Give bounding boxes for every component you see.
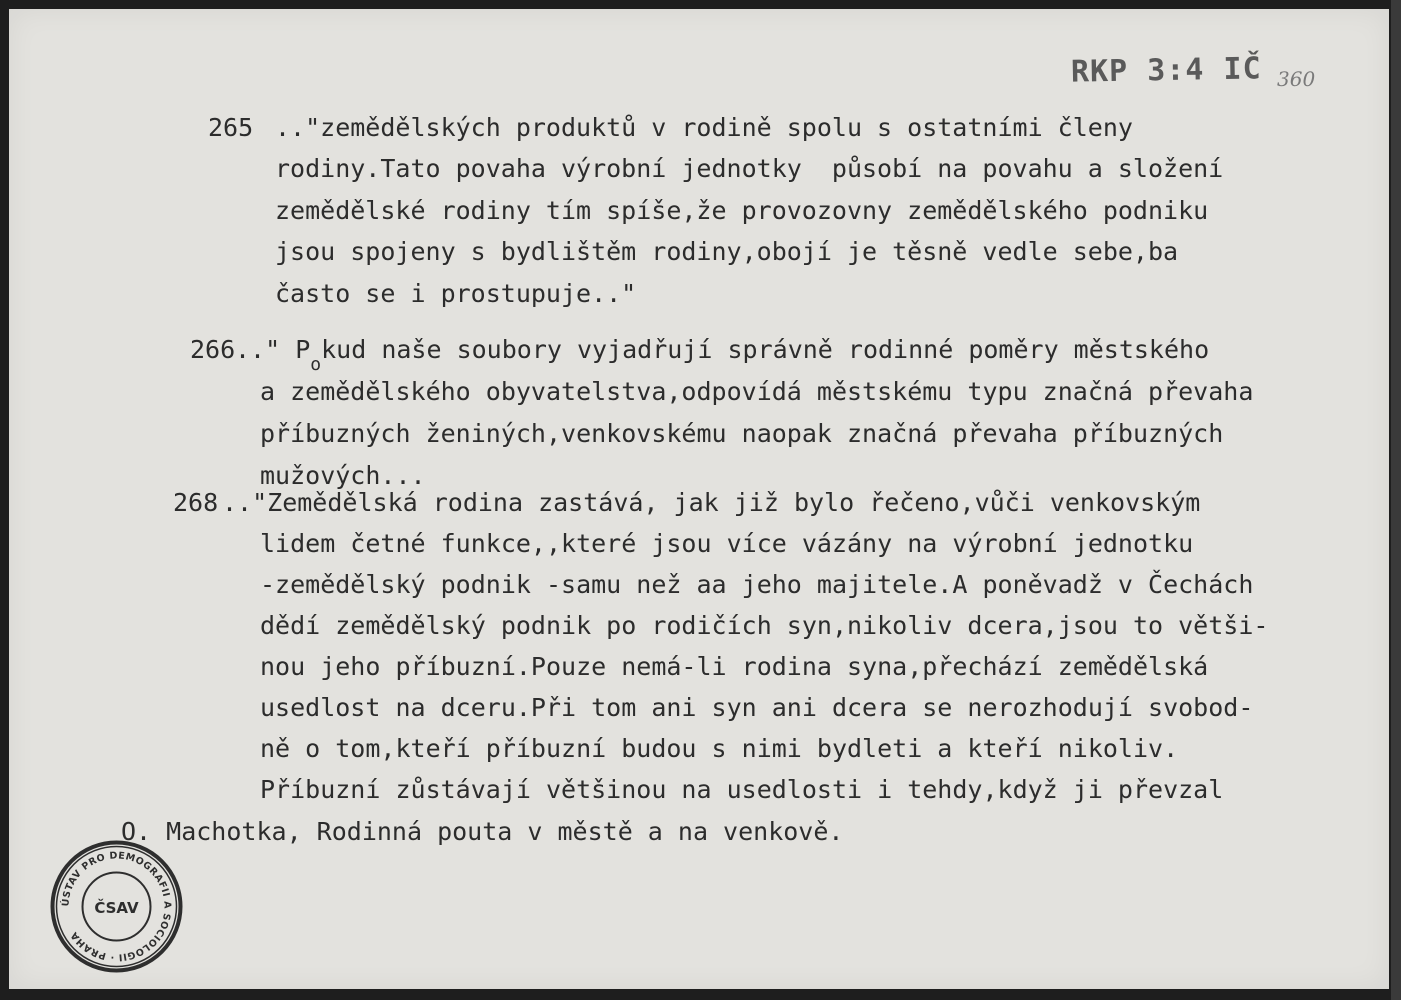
seal-ring-text: ÚSTAV PRO DEMOGRAFII A SOCIOLOGII · PRAHA	[60, 850, 173, 963]
entry-line: .."zemědělských produktů v rodině spolu s ostatními členy	[275, 113, 1133, 142]
entry-line: rodiny.Tato povaha výrobní jednotky působí na povahu a složení	[275, 154, 1224, 183]
entry-line: usedlost na dceru.Při tom ani syn ani dcera se nerozhodují svobod-	[260, 693, 1254, 722]
entry-line: dědí zemědělský podnik po rodičích syn,nikoliv dcera,jsou to větši-	[260, 611, 1269, 640]
entry-line: ně o tom,kteří příbuzní budou s nimi bydleti a kteří nikoliv.	[260, 734, 1179, 763]
entry-number: 268	[173, 488, 219, 517]
entry-line: a zemědělského obyvatelstva,odpovídá městskému typu značná převaha	[260, 377, 1254, 406]
entry-line: .."Zemědělská rodina zastává, jak již bylo řečeno,vůči venkovským	[222, 488, 1201, 517]
institution-seal	[49, 839, 184, 974]
entry-line: příbuzných ženiných,venkovskému naopak značná převaha příbuzných	[260, 419, 1224, 448]
entry-line: -zemědělský podnik -samu než aa jeho majitele.A poněvadž v Čechách	[260, 570, 1254, 599]
entry-line: lidem četné funkce,,které jsou více vázány na výrobní jednotku	[260, 529, 1194, 558]
source-line: O. Machotka, Rodinná pouta v městě a na venkově.	[121, 817, 844, 846]
entry-line: jsou spojeny s bydlištěm rodiny,obojí je těsně vedle sebe,ba	[275, 237, 1179, 266]
entry-number: 266	[190, 335, 236, 364]
entry-first-line	[235, 329, 1209, 373]
reference-stamp: RKP 3:4 IČ	[1070, 51, 1262, 90]
entry-first-line-prefix: .." P	[235, 335, 311, 364]
entry-line: často se i prostupuje.."	[275, 279, 637, 308]
index-card	[9, 9, 1389, 989]
seal-center-text: ČSAV	[94, 899, 139, 917]
entry-line: mužových...	[260, 461, 426, 490]
entry-line: Příbuzní zůstávají většinou na usedlosti i tehdy,když ji převzal	[260, 775, 1224, 804]
entry-first-line-rest: kud naše soubory vyjadřují správně rodinné poměry městského	[321, 335, 1210, 364]
scan-edge	[1391, 0, 1401, 1000]
entry-first-line-sub: o	[310, 354, 322, 375]
entry-line: nou jeho příbuzní.Pouze nemá-li rodina syna,přechází zemědělská	[260, 652, 1209, 681]
entry-line: zemědělské rodiny tím spíše,že provozovny zemědělského podniku	[275, 196, 1209, 225]
reference-note: 360	[1277, 67, 1316, 91]
entry-number: 265	[208, 113, 254, 142]
